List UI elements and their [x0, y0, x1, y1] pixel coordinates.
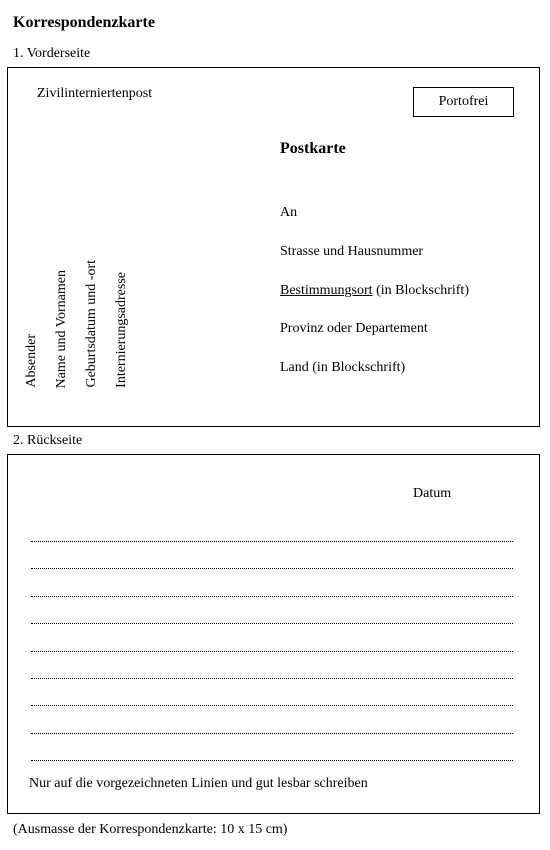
postage-box — [413, 87, 514, 117]
sender-field-name: Name und Vornamen — [54, 269, 69, 388]
writing-instruction: Nur auf die vorgezeichneten Linien und gut lesbar schreiben — [29, 776, 368, 791]
card-title: Postkarte — [280, 140, 346, 157]
address-street: Strasse und Hausnummer — [280, 244, 424, 259]
sender-field-absender: Absender — [24, 334, 39, 388]
writing-line — [31, 623, 513, 624]
sender-field-address: Internierungsadresse — [114, 272, 129, 388]
postcard-back — [7, 454, 540, 814]
postcard-front — [7, 67, 540, 427]
address-destination — [280, 283, 469, 299]
address-province: Provinz oder Departement — [280, 321, 428, 336]
destination-note: (in Blockschrift) — [372, 283, 469, 298]
document-title: Korrespondenzkarte — [13, 14, 155, 31]
footnote: (Ausmasse der Korrespondenzkarte: 10 x 15 cm) — [13, 822, 288, 837]
front-section-label: 1. Vorderseite — [13, 46, 91, 61]
postage-label: Portofrei — [438, 94, 489, 109]
date-label: Datum — [413, 486, 452, 501]
destination-label: Bestimmungsort — [280, 283, 373, 298]
post-type-label: Zivilinterniertenpost — [37, 86, 153, 101]
address-country: Land (in Blockschrift) — [280, 360, 406, 375]
writing-line — [31, 651, 513, 652]
sender-field-birth: Geburtsdatum und -ort — [84, 260, 99, 388]
writing-line — [31, 678, 513, 679]
address-to: An — [280, 205, 298, 220]
writing-line — [31, 733, 513, 734]
writing-line — [31, 596, 513, 597]
writing-line — [31, 541, 513, 542]
back-section-label: 2. Rückseite — [13, 433, 83, 448]
writing-line — [31, 760, 513, 761]
writing-line — [31, 568, 513, 569]
writing-line — [31, 705, 513, 706]
